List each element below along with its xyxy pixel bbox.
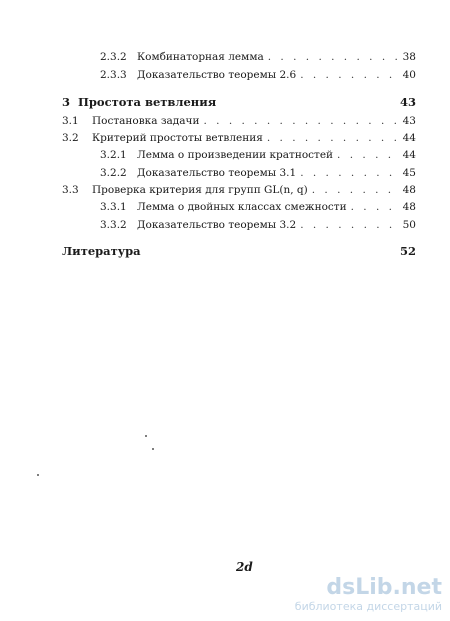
watermark-brand: dsLib.net (326, 575, 442, 600)
chapter-number: 3 (62, 95, 71, 109)
dot-leader (268, 51, 398, 64)
entry-page: 44 (402, 132, 416, 144)
toc-entry-3-2 (62, 132, 416, 145)
dot-leader (203, 115, 398, 128)
scan-speck (152, 448, 154, 450)
chapter-title: Простота ветвления (78, 95, 217, 109)
dot-leader (267, 132, 398, 145)
scan-speck (145, 435, 147, 437)
entry-title: Доказательство теоремы 3.2 (137, 219, 297, 231)
dot-leader (300, 167, 398, 180)
dot-leader (300, 69, 398, 82)
entry-page: 40 (402, 69, 416, 81)
entry-title: Комбинаторная лемма (137, 51, 264, 63)
watermark-subtitle: библиотека диссертаций (294, 600, 442, 613)
entry-title: Лемма о произведении кратностей (137, 149, 334, 161)
toc-entry-3-3-2 (100, 219, 416, 232)
toc-entry-2-3-3 (100, 69, 416, 82)
entry-title: Доказательство теоремы 2.6 (137, 69, 297, 81)
entry-number: 3.3 (62, 184, 79, 196)
entry-number: 3.2 (62, 132, 79, 144)
entry-page: 50 (402, 219, 416, 231)
entry-number: 3.2.2 (100, 167, 127, 179)
entry-title: Проверка критерия для групп GL(n, q) (92, 184, 308, 196)
entry-number: 2.3.3 (100, 69, 127, 81)
chapter-page: 43 (399, 95, 416, 109)
dot-leader (300, 219, 398, 232)
entry-page: 38 (402, 51, 416, 63)
watermark (295, 576, 442, 613)
toc-entry-3-2-1 (100, 149, 416, 162)
entry-title: Лемма о двойных классах смежности (137, 201, 347, 213)
entry-number: 3.2.1 (100, 149, 127, 161)
entry-number: 3.3.2 (100, 219, 127, 231)
entry-page: 48 (402, 184, 416, 196)
toc-entry-2-3-2 (100, 51, 416, 64)
bibliography-page: 52 (399, 244, 416, 258)
entry-page: 48 (402, 201, 416, 213)
toc-entry-3-1 (62, 115, 416, 128)
entry-title: Критерий простоты ветвления (92, 132, 263, 144)
entry-page: 45 (402, 167, 416, 179)
scan-speck (37, 474, 39, 476)
entry-number: 2.3.2 (100, 51, 127, 63)
dot-leader (337, 149, 398, 162)
dot-leader (312, 184, 398, 197)
page-number: 2d (236, 560, 253, 574)
bibliography-title: Литература (62, 244, 141, 258)
entry-title: Доказательство теоремы 3.1 (137, 167, 297, 179)
toc-chapter-3 (62, 96, 416, 109)
toc-entry-3-2-2 (100, 167, 416, 180)
toc-bibliography (62, 245, 416, 258)
entry-title: Постановка задачи (92, 115, 200, 127)
entry-page: 43 (402, 115, 416, 127)
entry-number: 3.3.1 (100, 201, 127, 213)
toc-entry-3-3-1 (100, 201, 416, 214)
dot-leader (351, 201, 398, 214)
toc-entry-3-3 (62, 184, 416, 197)
entry-number: 3.1 (62, 115, 79, 127)
entry-page: 44 (402, 149, 416, 161)
